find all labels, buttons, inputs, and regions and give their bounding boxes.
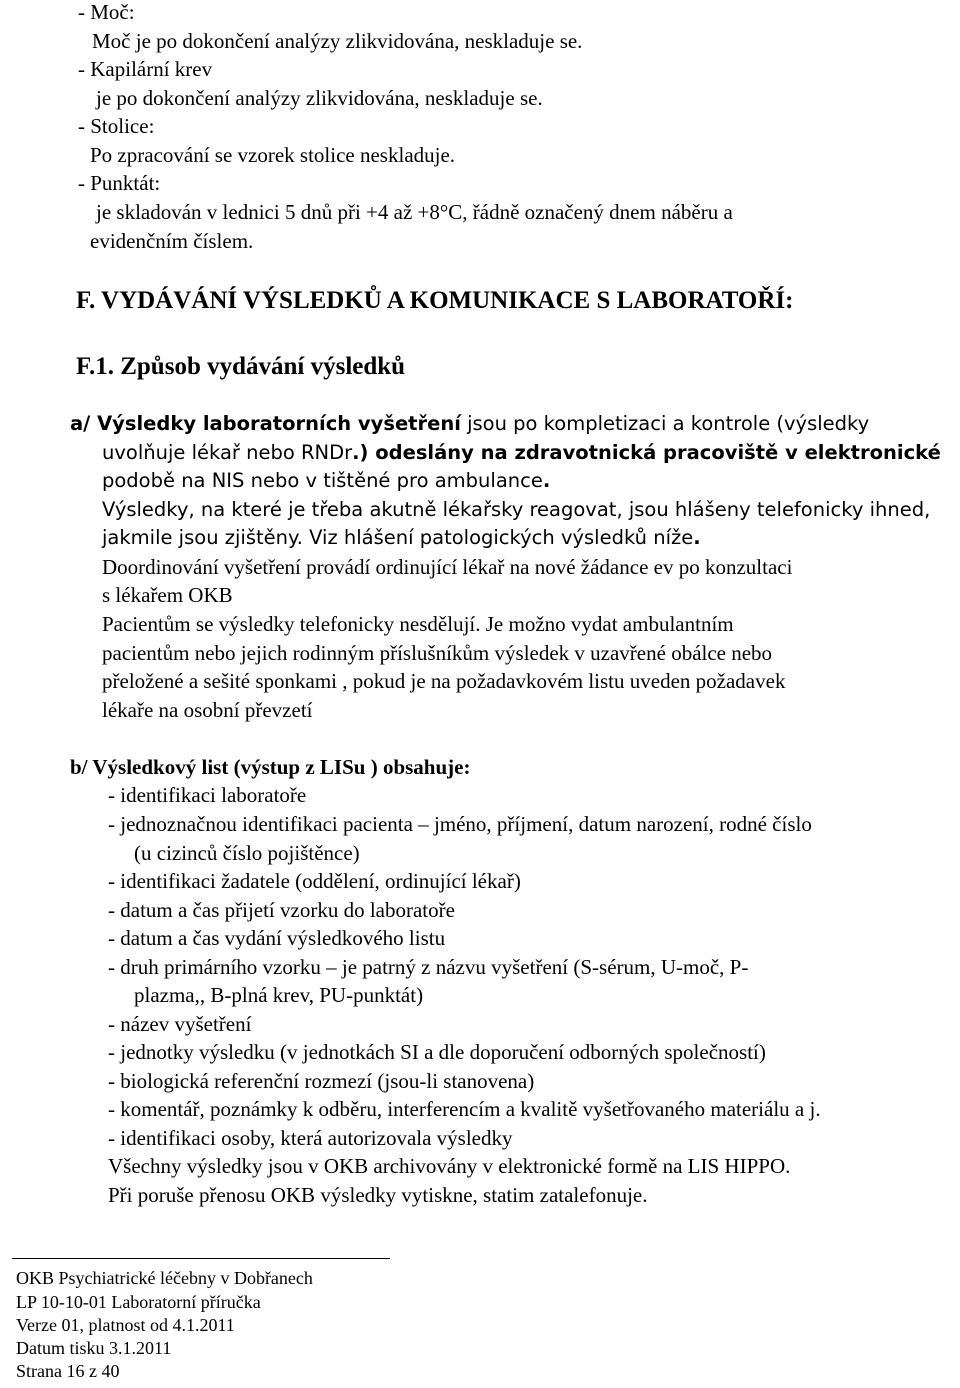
part-a-line-8: Pacientům se výsledky telefonicky nesdělují. Je možno vydat ambulantním: [102, 612, 734, 636]
kapilar-title: - Kapilární krev: [78, 57, 213, 81]
subsection-heading: F.1. Způsob vydávání výsledků: [76, 353, 406, 380]
part-a-l3b: .: [542, 469, 551, 492]
part-b-item: - identifikaci laboratoře: [108, 783, 307, 807]
part-a-line-6: Doordinování vyšetření provádí ordinující lékař na nové žádance ev po konzultaci: [102, 555, 793, 579]
footer-version: Verze 01, platnost od 4.1.2011: [16, 1315, 235, 1335]
part-b-item: - datum a čas přijetí vzorku do laboratoře: [108, 898, 455, 922]
footer-lab: OKB Psychiatrické léčebny v Dobřanech: [16, 1268, 313, 1288]
part-b-archive: Všechny výsledky jsou v OKB archivovány v elektronické formě na LIS HIPPO.: [108, 1154, 791, 1178]
part-a-lead: a/ Výsledky laboratorních vyšetření: [70, 412, 461, 435]
stolice-title: - Stolice:: [78, 114, 155, 138]
part-a-l5b: .: [693, 526, 701, 549]
part-a-l5a: jakmile jsou zjištěny. Viz hlášení patologických výsledků níže: [102, 526, 694, 549]
punktat-text-2: evidenčním číslem.: [90, 229, 254, 253]
part-a-l2a: uvolňuje lékař nebo RNDr: [102, 441, 353, 464]
part-b-item: - datum a čas vydání výsledkového listu: [108, 926, 446, 950]
part-b-item: (u cizinců číslo pojištěnce): [134, 841, 360, 865]
part-b-item: - biologická referenční rozmezí (jsou-li stanovena): [108, 1069, 535, 1093]
part-a-line-7: s lékařem OKB: [102, 583, 233, 607]
stolice-text: Po zpracování se vzorek stolice neskladuje.: [90, 143, 456, 167]
part-a-line-3: [102, 469, 550, 493]
moc-text: Moč je po dokončení analýzy zlikvidována, neskladuje se.: [92, 29, 583, 53]
part-b-item: - jednoznačnou identifikaci pacienta – jméno, příjmení, datum narození, rodné číslo: [108, 812, 812, 836]
section-heading: F. VYDÁVÁNÍ VÝSLEDKŮ A KOMUNIKACE S LABORATOŘÍ:: [76, 287, 794, 314]
part-b-item: - druh primárního vzorku – je patrný z názvu vyšetření (S-sérum, U-moč, P-: [108, 955, 749, 979]
punktat-title: - Punktát:: [78, 171, 161, 195]
part-b-item: - identifikaci osoby, která autorizovala výsledky: [108, 1126, 513, 1150]
part-a-l3a: podobě na NIS nebo v tištěné pro ambulance: [102, 469, 543, 492]
part-a-line-10: přeložené a sešité sponkami , pokud je na požadavkovém listu uveden požadavek: [102, 669, 786, 693]
part-b-item: - komentář, poznámky k odběru, interferencím a kvalitě vyšetřovaného materiálu a j.: [108, 1097, 821, 1121]
part-a-line-9: pacientům nebo jejich rodinným příslušníkům výsledek v uzavřené obálce nebo: [102, 641, 773, 665]
footer-divider: [12, 1258, 390, 1259]
kapilar-text: je po dokončení analýzy zlikvidována, neskladuje se.: [96, 86, 543, 110]
part-a-line-4: Výsledky, na které je třeba akutně lékařsky reagovat, jsou hlášeny telefonicky ihned,: [102, 498, 931, 521]
part-a-lead-rest: jsou po kompletizaci a kontrole (výsledky: [460, 412, 870, 435]
footer-page: Strana 16 z 40: [16, 1361, 120, 1381]
part-b-heading: b/ Výsledkový list (výstup z LISu ) obsahuje:: [70, 755, 471, 779]
part-b-item: - jednotky výsledku (v jednotkách SI a dle doporučení odborných společností): [108, 1040, 766, 1064]
part-a-line-2: [102, 441, 941, 465]
part-b-item: plazma,, B-plná krev, PU-punktát): [134, 983, 424, 1007]
part-b-item: - identifikaci žadatele (oddělení, ordinující lékař): [108, 869, 521, 893]
part-b-failure: Při poruše přenosu OKB výsledky vytiskne, statim zatalefonuje.: [108, 1183, 648, 1207]
punktat-text-1: je skladován v lednici 5 dnů při +4 až +8°C, řádně označený dnem náběru a: [96, 200, 733, 224]
part-a-line-11: lékaře na osobní převzetí: [102, 698, 313, 722]
part-a-line-1: [70, 412, 869, 436]
part-a-line-5: [102, 526, 701, 550]
part-a-l2b: .) odeslány na zdravotnická pracoviště v elektronické: [352, 441, 941, 464]
footer-print-date: Datum tisku 3.1.2011: [16, 1338, 172, 1358]
footer-doc: LP 10-10-01 Laboratorní příručka: [16, 1292, 261, 1312]
part-b-item: - název vyšetření: [108, 1012, 252, 1036]
moc-title: - Moč:: [78, 0, 135, 24]
